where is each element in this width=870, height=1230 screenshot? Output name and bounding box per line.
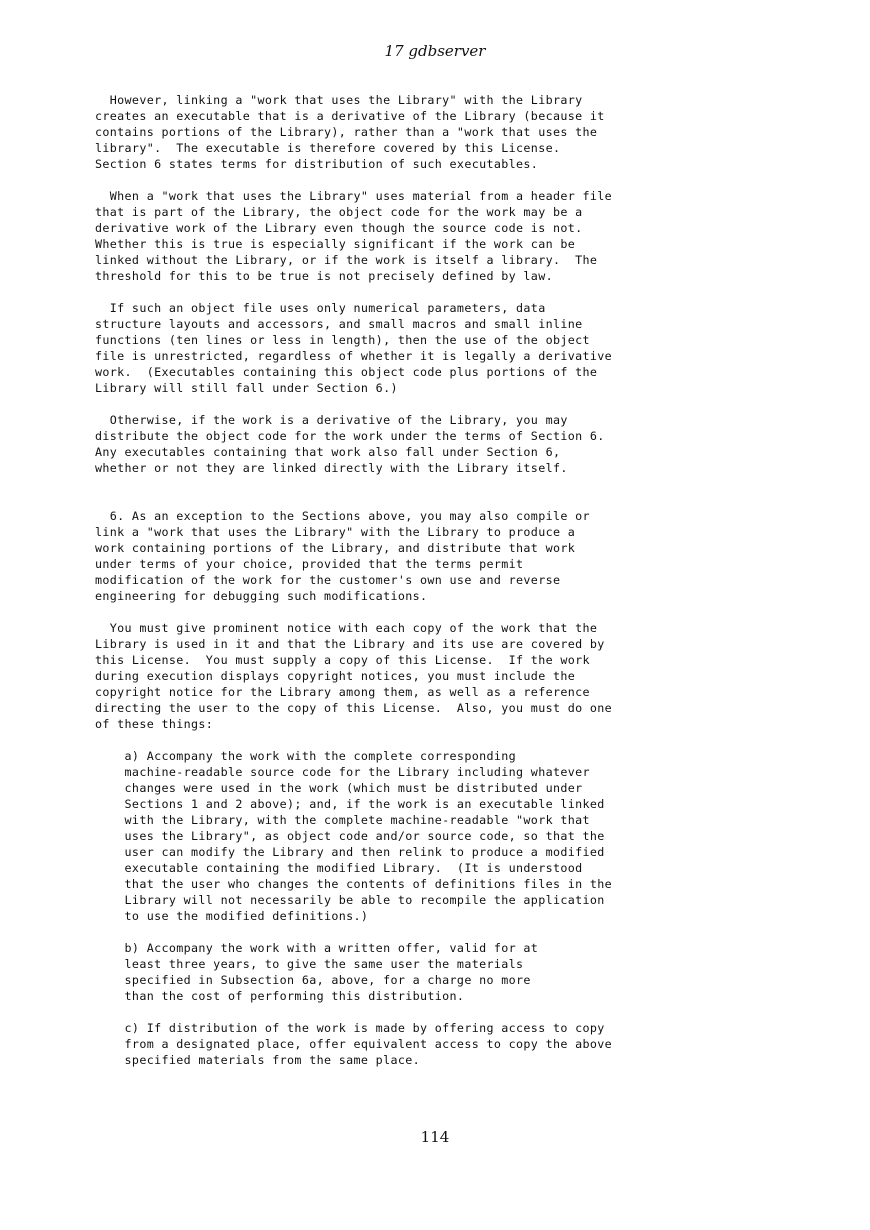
list-item-b: b) Accompany the work with a written offer, valid for at least three years, to give the same user the materials specified in Subsection 6a, above, for a charge no more than the cost of performing this distribution. <box>124 941 539 1003</box>
page-number: 114 <box>420 1128 450 1146</box>
paragraph-section-6: 6. As an exception to the Sections above, you may also compile or link a "work that uses the Library" with the Library to produce a work containing portions of the Library, and distribute that work under terms of your choice, provided that the terms permit modification of the work for the customer's own use and reverse engineering for debugging such modifications. <box>95 509 590 603</box>
license-text <box>95 92 795 1068</box>
paragraph-header-file: When a "work that uses the Library" uses material from a header file that is part of the Library, the object code for the work may be a derivative work of the Library even though the source code is not. Whether this is true is especially significant if the work can be linked without the Library, or if the work is itself a library. The threshold for this to be true is not precisely defined by law. <box>95 189 613 283</box>
paragraph-prominent-notice: You must give prominent notice with each copy of the work that the Library is used in it and that the Library and its use are covered by this License. You must supply a copy of this License. If the work during execution displays copyright notices, you must include the copyright notice for the Library among them, as well as a reference directing the user to the copy of this License. Also, you must do one of these things: <box>95 621 613 731</box>
paragraph-linking: However, linking a "work that uses the Library" with the Library creates an executable that is a derivative of the Library (because it contains portions of the Library), rather than a "work that uses the library". The executable is therefore covered by this License. Section 6 states terms for distribution of such executables. <box>95 93 605 171</box>
list-item-c: c) If distribution of the work is made by offering access to copy from a designated place, offer equivalent access to copy the above specified materials from the same place. <box>124 1021 613 1067</box>
page-header: 17 gdbserver <box>384 42 486 60</box>
paragraph-otherwise: Otherwise, if the work is a derivative of the Library, you may distribute the object code for the work under the terms of Section 6. Any executables containing that work also fall under Section 6, whether or not they are linked directly with the Library itself. <box>95 413 605 475</box>
paragraph-object-file: If such an object file uses only numerical parameters, data structure layouts and accessors, and small macros and small inline functions (ten lines or less in length), then the use of the object file is unrestricted, regardless of whether it is legally a derivative work. (Executables containing this object code plus portions of the Library will still fall under Section 6.) <box>95 301 613 395</box>
list-item-a: a) Accompany the work with the complete corresponding machine-readable source code for the Library including whatever changes were used in the work (which must be distributed under Sections 1 and 2 above); and, if the work is an executable linked with the Library, with the complete machine-readable "work that uses the Library", as object code and/or source code, so that the user can modify the Library and then relink to produce a modified executable containing the modified Library. (It is understood that the user who changes the contents of definitions files in the Library will not necessarily be able to recompile the application to use the modified definitions.) <box>124 749 613 923</box>
